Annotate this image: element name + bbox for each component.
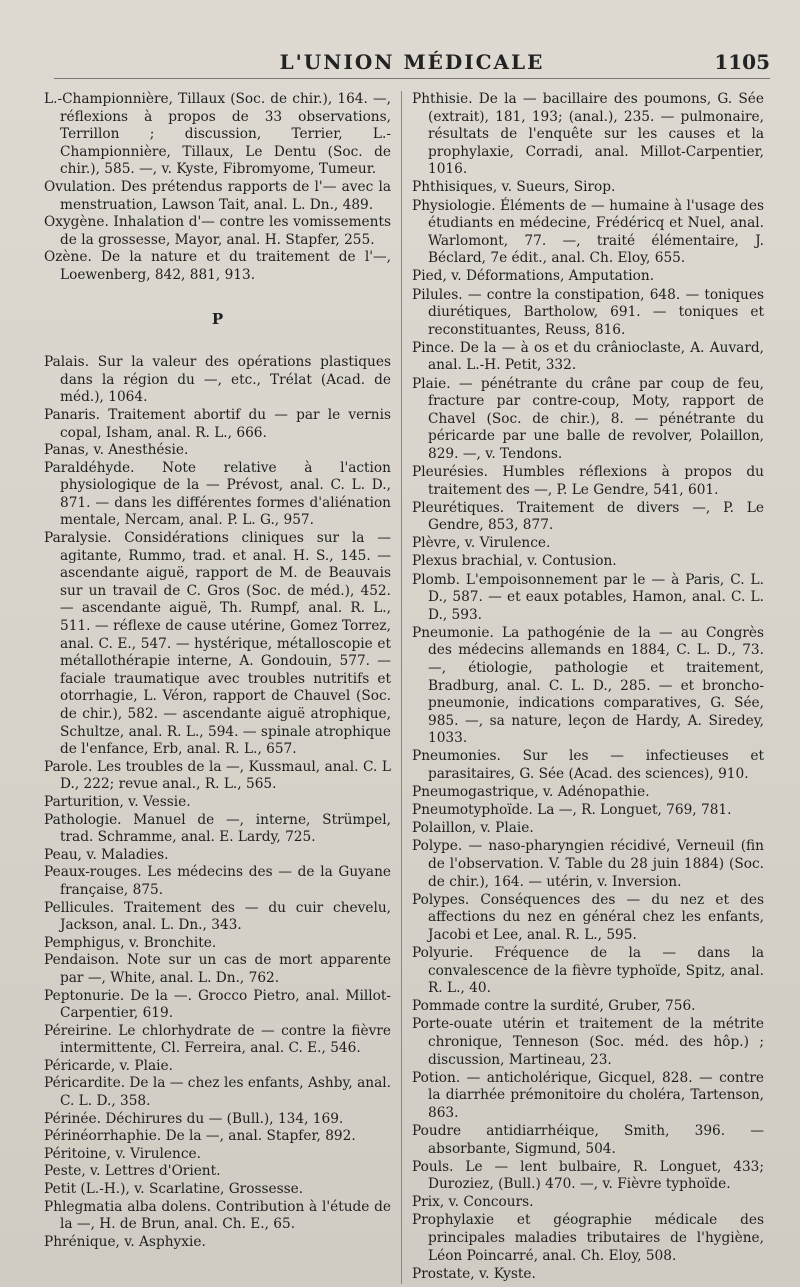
- right-entries: [412, 91, 764, 1283]
- index-entry: Périnéorrhaphie. De la —, anal. Stapfer, 892.: [44, 1128, 356, 1145]
- right-column: [401, 91, 764, 1284]
- index-entry: Plexus brachial, v. Contusion.: [412, 553, 617, 570]
- index-entry: Péreirine. Le chlorhydrate de — contre la fièvre intermittente, Cl. Ferreira, anal. C. E., 546.: [44, 1022, 391, 1057]
- journal-title: L'UNION MÉDICALE: [279, 50, 545, 74]
- index-entry: Pied, v. Déformations, Amputation.: [412, 268, 655, 285]
- index-entry: Peau, v. Maladies.: [44, 846, 169, 863]
- index-entry: Peste, v. Lettres d'Orient.: [44, 1163, 221, 1180]
- index-entry: Phrénique, v. Asphyxie.: [44, 1233, 206, 1250]
- index-entry: Pilules. — contre la constipation, 648. — toniques diurétiques, Bartholow, 691. — toniques et reconstituantes, Reuss, 816.: [412, 286, 764, 338]
- index-entry: Palais. Sur la valeur des opérations plastiques dans la région du —, etc., Trélat (Acad. de méd.), 1064.: [44, 354, 391, 406]
- index-entry: Paraldéhyde. Note relative à l'action physiologique de la — Prévost, anal. C. L. D., 871. — dans les différentes formes d'aliénation mentale, Nercam, anal. P. L. G., 957.: [44, 459, 391, 529]
- index-entry: Pouls. Le — lent bulbaire, R. Longuet, 433; Duroziez, (Bull.) 470. —, v. Fièvre typhoïde.: [412, 1158, 764, 1193]
- left-column: [44, 91, 401, 1284]
- index-entry: Prostate, v. Kyste.: [412, 1265, 536, 1282]
- index-entry: Parturition, v. Vessie.: [44, 793, 191, 810]
- index-entry: Pemphigus, v. Bronchite.: [44, 934, 217, 951]
- left-entries-before: [44, 91, 391, 285]
- index-entry: Phlegmatia alba dolens. Contribution à l'étude de la —, H. de Brun, anal. Ch. E., 65.: [44, 1198, 391, 1233]
- index-entry: Phthisiques, v. Sueurs, Sirop.: [412, 179, 616, 196]
- index-entry: Panas, v. Anesthésie.: [44, 442, 189, 459]
- index-entry: Plèvre, v. Virulence.: [412, 535, 551, 552]
- index-entry: Ovulation. Des prétendus rapports de l'— avec la menstruation, Lawson Tait, anal. L. Dn., 489.: [44, 178, 391, 213]
- index-entry: Pellicules. Traitement des — du cuir chevelu, Jackson, anal. L. Dn., 343.: [44, 899, 391, 934]
- index-entry: L.-Championnière, Tillaux (Soc. de chir.), 164. —, réflexions à propos de 33 observations, Terrillon ; discussion, Terrier, L.-Championnière, Tillaux, Le Dentu (Soc. de chir.), 585. —, v. Kyste, Fibromyome, Tumeur.: [44, 91, 391, 178]
- index-entry: Pince. De la — à os et du crânioclaste, A. Auvard, anal. L.-H. Petit, 332.: [412, 339, 764, 374]
- index-entry: Petit (L.-H.), v. Scarlatine, Grossesse.: [44, 1181, 304, 1198]
- index-entry: Peptonurie. De la —. Grocco Pietro, anal. Millot-Carpentier, 619.: [44, 987, 391, 1022]
- index-entry: Périnée. Déchirures du — (Bull.), 134, 169.: [44, 1110, 344, 1127]
- index-entry: Péritoine, v. Virulence.: [44, 1145, 201, 1162]
- index-entry: Prix, v. Concours.: [412, 1194, 534, 1211]
- index-entry: Paralysie. Considérations cliniques sur la — agitante, Rummo, trad. et anal. H. S., 145. — ascendante aiguë, rapport de M. de Beauvais sur un travail de C. Gros (Soc. de méd.), 452. — ascendante aiguë, Th. Rumpf, anal. R. L., 511. — réflexe de cause utérine, Gomez Torrez, anal. C. E., 547. — hystérique, métalloscopie et métallothérapie interne, A. Gondouin, 577. — faciale traumatique avec troubles nutritifs et otorrhagie, L. Véron, rapport de Chauvel (Soc. de chir.), 582. — ascendante aiguë atrophique, Schultze, anal. R. L., 594. — spinale atrophique de l'enfance, Erb, anal. R. L., 657.: [44, 530, 391, 758]
- index-entry: Pleurésies. Humbles réflexions à propos du traitement des —, P. Le Gendre, 541, 601.: [412, 463, 764, 498]
- two-column-index: [44, 91, 774, 1284]
- index-entry: Porte-ouate utérin et traitement de la métrite chronique, Tenneson (Soc. méd. des hôp.) ; discussion, Martineau, 23.: [412, 1016, 764, 1068]
- index-entry: Pleurétiques. Traitement de divers —, P. Le Gendre, 853, 877.: [412, 499, 764, 534]
- index-entry: Poudre antidiarrhéique, Smith, 396. — absorbante, Sigmund, 504.: [412, 1122, 764, 1157]
- index-entry: Pathologie. Manuel de —, interne, Strümpel, trad. Schramme, anal. E. Lardy, 725.: [44, 811, 391, 846]
- index-entry: Phthisie. De la — bacillaire des poumons, G. Sée (extrait), 181, 193; (anal.), 235. — pulmonaire, résultats de l'enquête sur les causes et la prophylaxie, Corradi, anal. Millot-Carpentier, 1016.: [412, 91, 764, 178]
- index-entry: Polyurie. Fréquence de la — dans la convalescence de la fièvre typhoïde, Spitz, anal. R. L., 40.: [412, 945, 764, 997]
- running-header: [54, 44, 770, 79]
- index-entry: Panaris. Traitement abortif du — par le vernis copal, Isham, anal. R. L., 666.: [44, 406, 391, 441]
- index-entry: Pendaison. Note sur un cas de mort apparente par —, White, anal. L. Dn., 762.: [44, 952, 391, 986]
- section-letter: P: [211, 309, 224, 328]
- index-entry: Péricarde, v. Plaie.: [44, 1057, 173, 1074]
- index-entry: Pneumotyphoïde. La —, R. Longuet, 769, 781.: [412, 802, 732, 819]
- index-entry: Plaie. — pénétrante du crâne par coup de feu, fracture par contre-coup, Moty, rapport de Chavel (Soc. de chir.), 8. — pénétrante du péricarde par une balle de revolver, Polaillon, 829. —, v. Tendons.: [412, 375, 764, 462]
- index-entry: Pneumogastrique, v. Adénopathie.: [412, 784, 650, 801]
- index-entry: Polype. — naso-pharyngien récidivé, Verneuil (fin de l'observation. V. Table du 28 juin 1884) (Soc. de chir.), 164. — utérin, v. Inversion.: [412, 838, 764, 890]
- page-number: 1105: [714, 50, 770, 74]
- index-entry: Oxygène. Inhalation d'— contre les vomissements de la grossesse, Mayor, anal. H. Stapfer, 255.: [44, 214, 391, 248]
- index-entry: Polaillon, v. Plaie.: [412, 820, 534, 837]
- left-entries-after: [44, 354, 391, 1251]
- index-entry: Peaux-rouges. Les médecins des — de la Guyane française, 875.: [44, 864, 391, 898]
- index-entry: Pommade contre la surdité, Gruber, 756.: [412, 998, 696, 1015]
- index-entry: Ozène. De la nature et du traitement de l'—, Loewenberg, 842, 881, 913.: [44, 249, 391, 283]
- index-entry: Prophylaxie et géographie médicale des principales maladies tributaires de l'hygiène, Léon Poincarré, anal. Ch. Eloy, 508.: [412, 1212, 764, 1264]
- index-entry: Polypes. Conséquences des — du nez et des affections du nez en général chez les enfants, Jacobi et Lee, anal. R. L., 595.: [412, 891, 764, 943]
- index-entry: Physiologie. Éléments de — humaine à l'usage des étudiants en médecine, Frédéricq et Nuel, anal. Warlomont, 77. —, traité élémentaire, J. Béclard, 7e édit., anal. Ch. Eloy, 655.: [412, 197, 764, 267]
- index-entry: Parole. Les troubles de la —, Kussmaul, anal. C. L D., 222; revue anal., R. L., 565.: [44, 758, 391, 793]
- index-entry: Péricardite. De la — chez les enfants, Ashby, anal. C. L. D., 358.: [44, 1075, 391, 1110]
- index-entry: Potion. — anticholérique, Gicquel, 828. — contre la diarrhée prémonitoire du choléra, Tartenson, 863.: [412, 1069, 764, 1121]
- index-entry: Plomb. L'empoisonnement par le — à Paris, C. L. D., 587. — et eaux potables, Hamon, anal. C. L. D., 593.: [412, 571, 764, 623]
- index-entry: Pneumonie. La pathogénie de la — au Congrès des médecins allemands en 1884, C. L. D., 73. —, étiologie, pathologie et traitement, Bradburg, anal. C. L. D., 285. — et broncho-pneumonie, indications comparatives, G. Sée, 985. —, sa nature, leçon de Hardy, A. Siredey, 1033.: [412, 624, 764, 747]
- index-entry: Pneumonies. Sur les — infectieuses et parasitaires, G. Sée (Acad. des sciences), 910.: [412, 748, 764, 783]
